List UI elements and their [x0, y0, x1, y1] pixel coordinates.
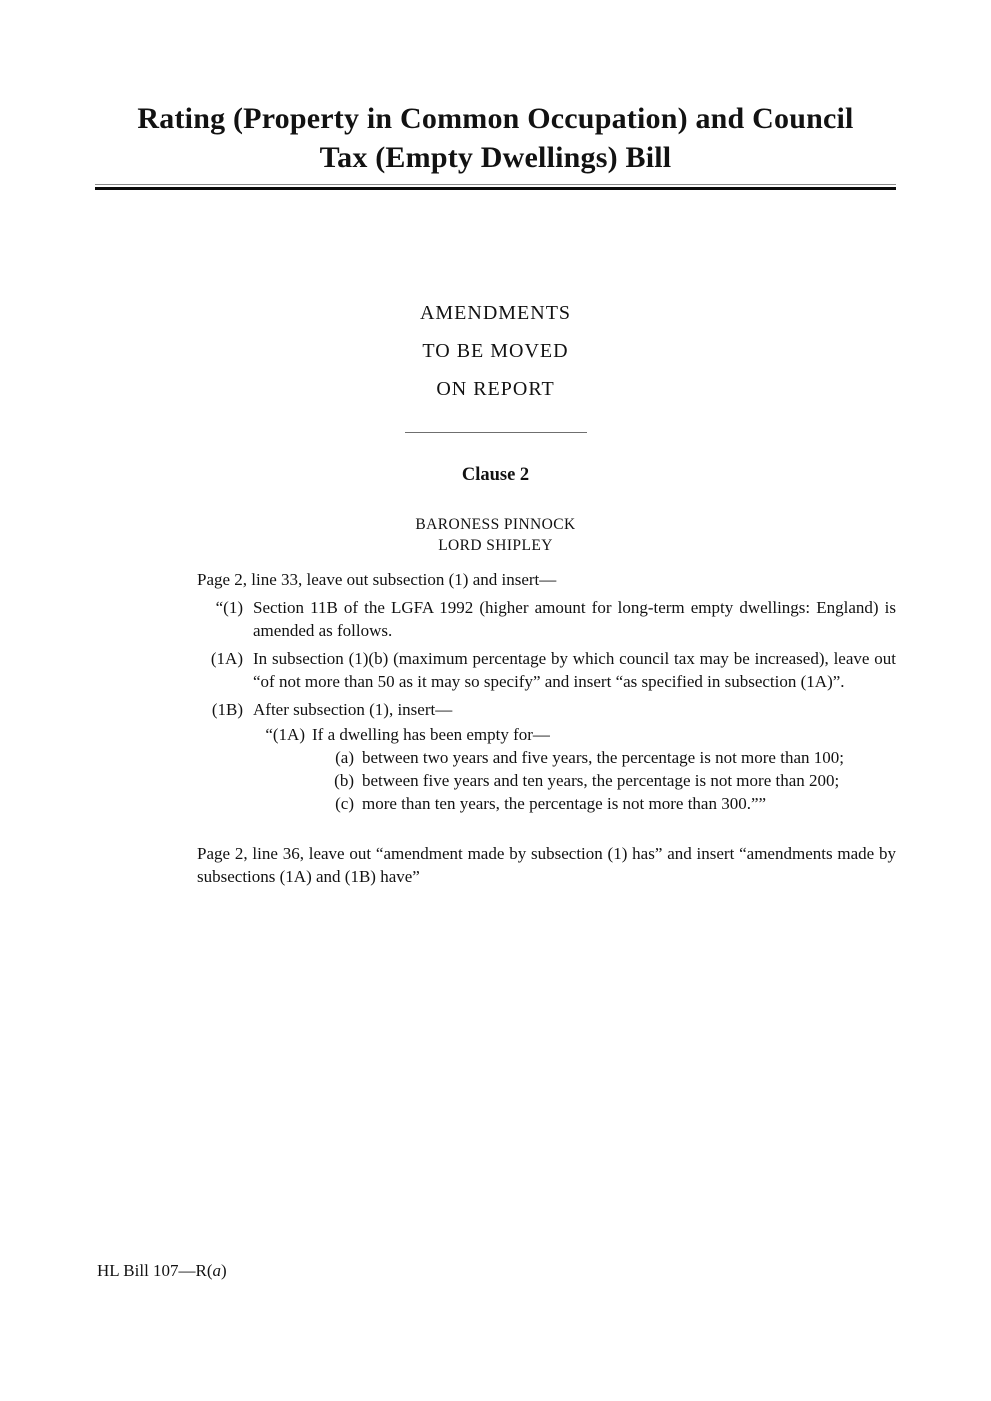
- paragraph-point: [332, 746, 896, 769]
- paragraph-point: [332, 769, 896, 792]
- subsection-label: (1B): [211, 700, 243, 719]
- subsection-item: [197, 698, 896, 721]
- subsection-text: In subsection (1)(b) (maximum percentage by which council tax may be increased), leave out “of not more than 50 as it may so specify” and insert “as specified in subsection (1A)”.: [253, 649, 896, 691]
- paragraph-point-text: between five years and ten years, the percentage is not more than 200;: [362, 771, 840, 790]
- mover-name: BARONESS PINNOCK: [415, 516, 576, 533]
- bill-reference-prefix: HL Bill 107—R(: [97, 1261, 213, 1280]
- paragraph-point-label: (a): [335, 748, 354, 767]
- inserted-subsection-text: If a dwelling has been empty for—: [312, 725, 550, 744]
- amendment-2: [0, 842, 991, 888]
- subsection-text: After subsection (1), insert—: [253, 700, 453, 719]
- amendment-movers: [0, 514, 991, 556]
- subsection-item: [197, 647, 896, 693]
- bill-reference-suffix: ): [221, 1261, 227, 1280]
- bill-reference-italic: a: [212, 1261, 222, 1280]
- subsection-label: (1A): [210, 649, 243, 668]
- inserted-subsection: [255, 723, 896, 746]
- amendment-1: [0, 568, 991, 815]
- paragraph-point-text: more than ten years, the percentage is not more than 300.””: [362, 794, 767, 813]
- subsection-text: Section 11B of the LGFA 1992 (higher amount for long-term empty dwellings: England) is amended as follows.: [253, 598, 896, 640]
- mover-name: LORD SHIPLEY: [438, 537, 553, 554]
- subsection-item: [197, 596, 896, 642]
- session-heading: [0, 294, 991, 408]
- heading-to-be-moved: TO BE MOVED: [422, 340, 569, 362]
- amendment-2-lead: Page 2, line 36, leave out “amendment made by subsection (1) has” and insert “amendments made by subsections (1A) and (1B) have”: [197, 844, 896, 886]
- paragraph-point-label: (c): [335, 794, 354, 813]
- section-divider-rule: [405, 432, 587, 433]
- paragraph-point: [332, 792, 896, 815]
- title-double-rule: [95, 184, 896, 190]
- bill-title-line-2: Tax (Empty Dwellings) Bill: [319, 141, 672, 174]
- bill-title-line-1: Rating (Property in Common Occupation) and Council: [137, 102, 854, 135]
- paragraph-point-text: between two years and five years, the percentage is not more than 100;: [362, 748, 844, 767]
- amendment-1-lead: Page 2, line 33, leave out subsection (1) and insert—: [197, 570, 557, 589]
- inserted-subsection-label: “(1A): [265, 725, 305, 744]
- heading-amendments: AMENDMENTS: [419, 302, 572, 324]
- paragraph-point-label: (b): [334, 771, 354, 790]
- bill-title: [0, 0, 991, 177]
- bill-reference: [97, 1259, 227, 1282]
- subsection-label: “(1): [215, 598, 243, 617]
- clause-heading: Clause 2: [461, 465, 530, 485]
- heading-on-report: ON REPORT: [436, 378, 555, 400]
